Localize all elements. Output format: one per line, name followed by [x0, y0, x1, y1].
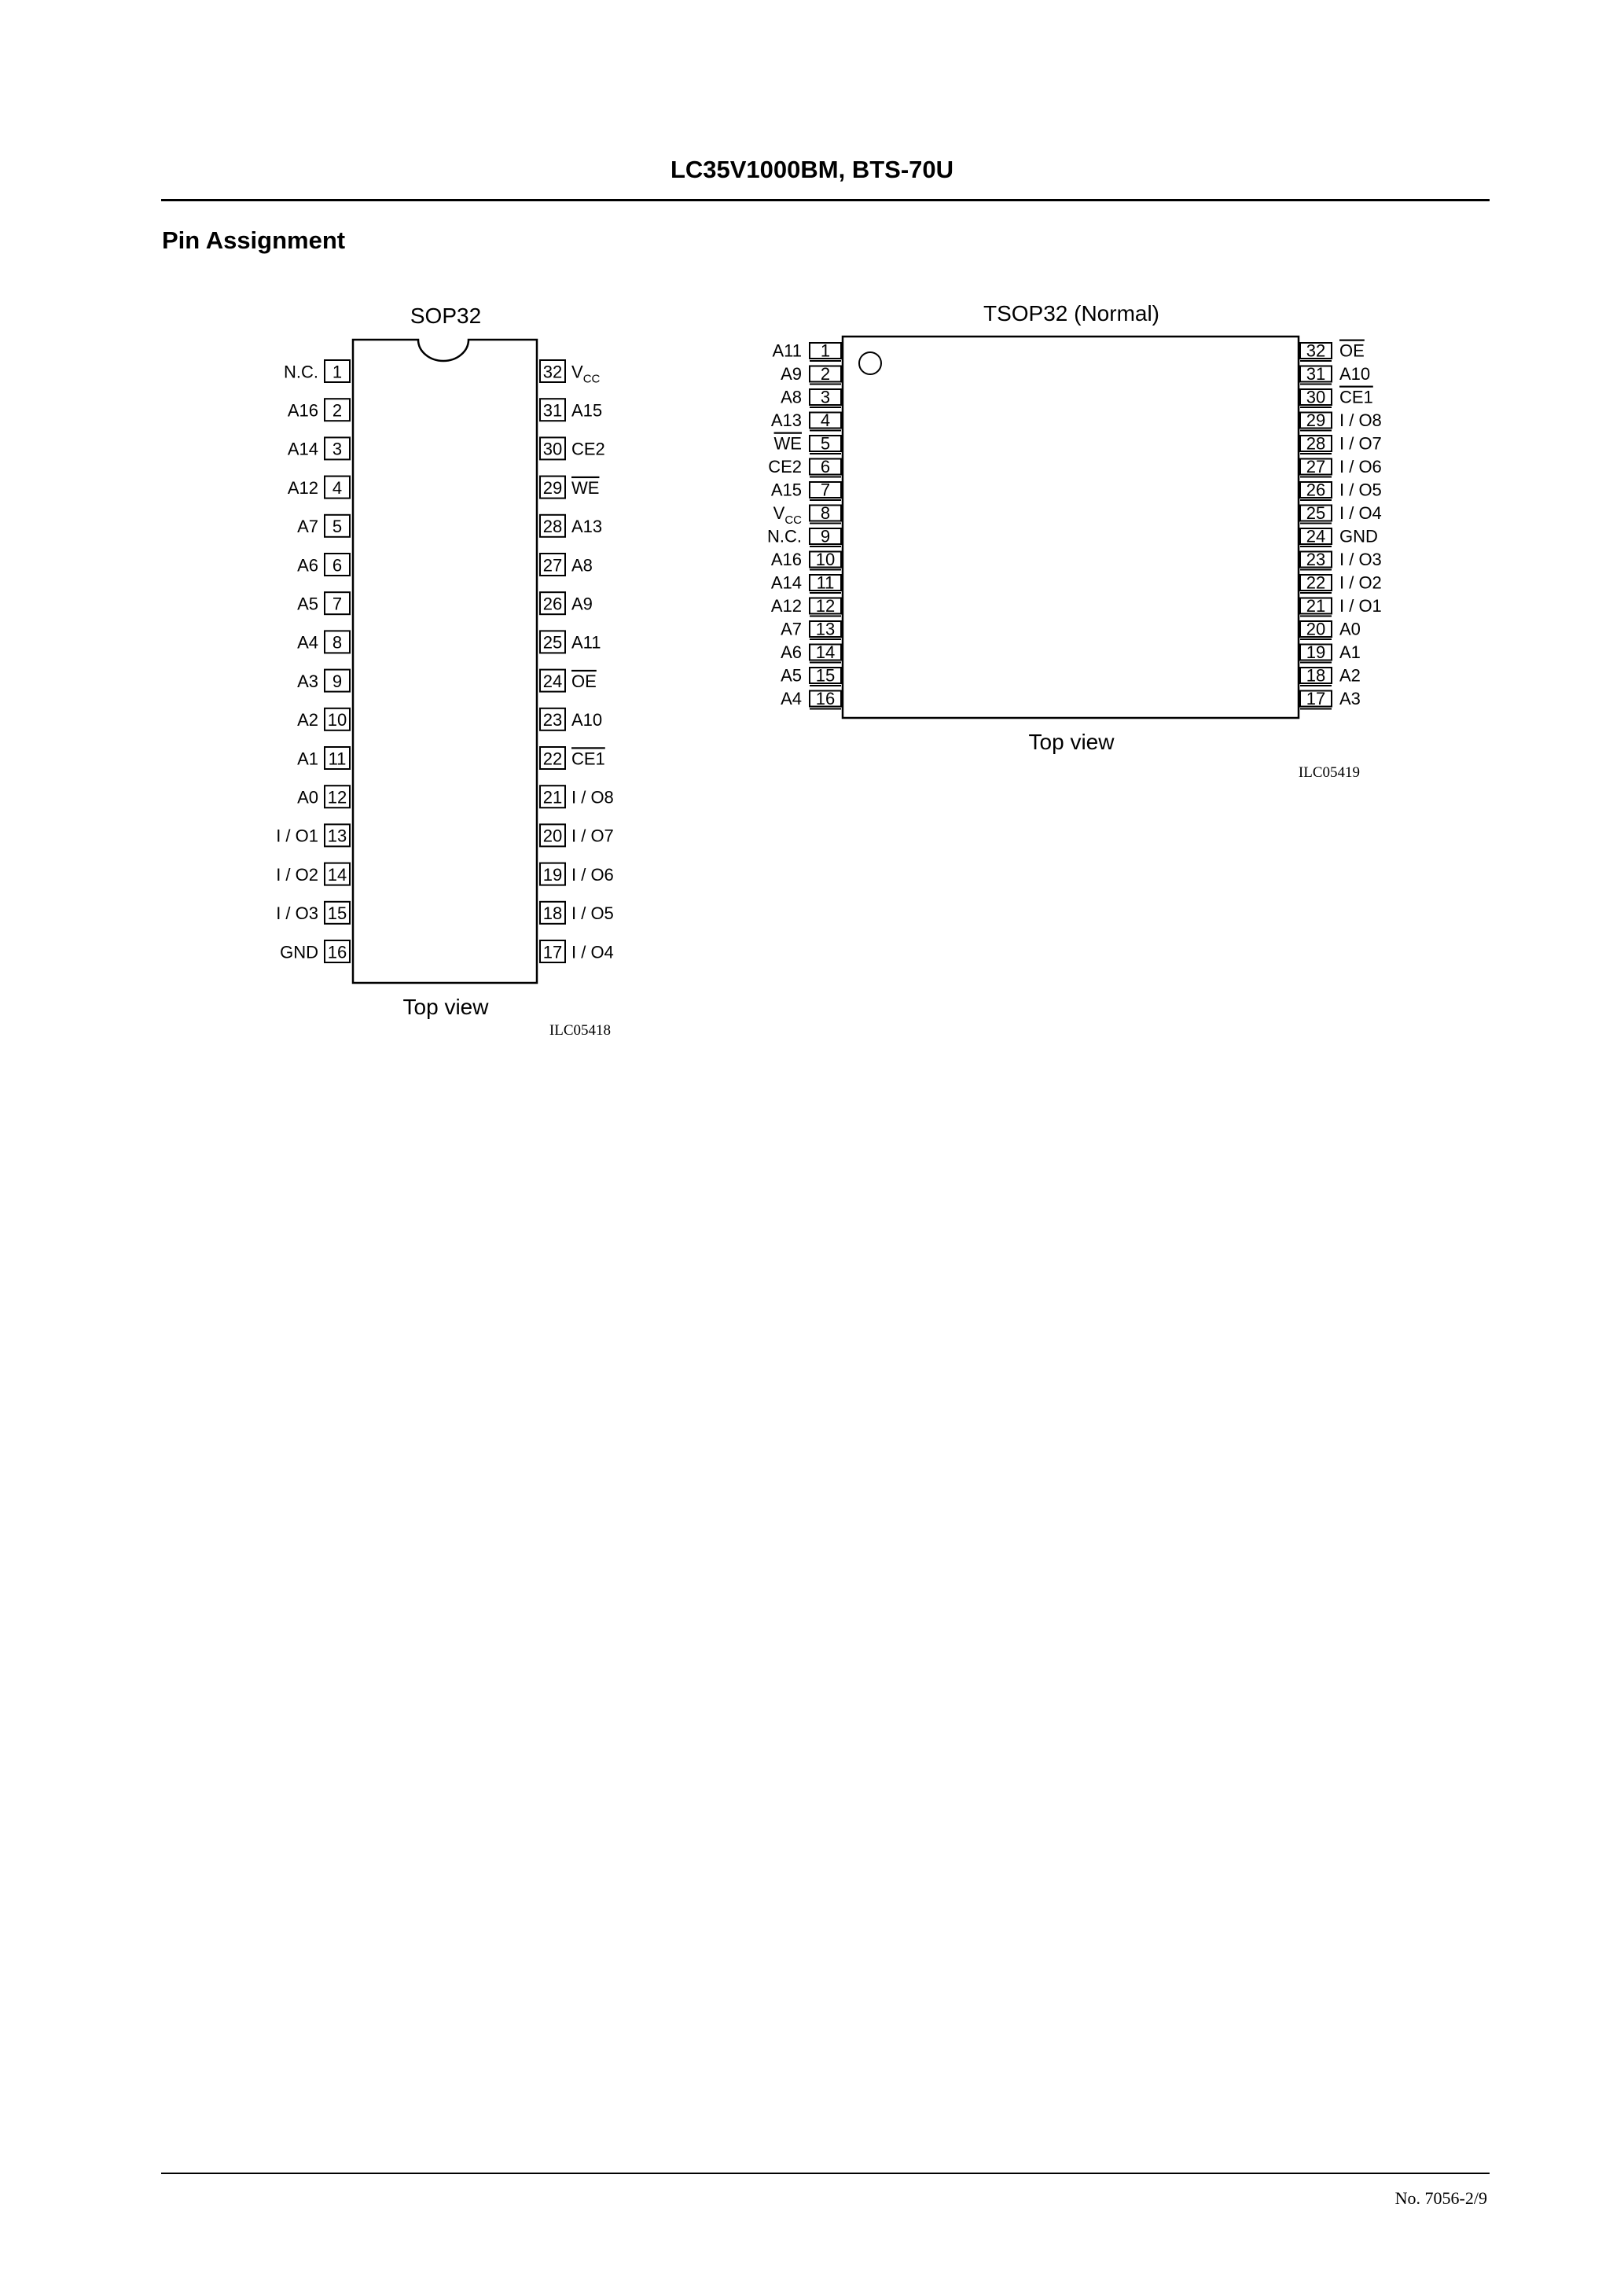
tsop32-pin-number-12: 12: [815, 596, 836, 616]
tsop32-pin-number-15: 15: [815, 665, 836, 686]
sop32-pin-number-31: 31: [542, 400, 563, 421]
tsop32-pin-number-23: 23: [1306, 550, 1326, 570]
tsop32-pin-label-17: A3: [1339, 689, 1361, 709]
footer-rule: [161, 2173, 1490, 2174]
sop32-pin-label-9: A3: [297, 671, 318, 691]
tsop32-title: TSOP32 (Normal): [983, 301, 1160, 326]
tsop32-pin-label-24: GND: [1339, 526, 1378, 546]
tsop32-pin-number-1: 1: [820, 340, 831, 361]
tsop32-pin-number-26: 26: [1306, 480, 1326, 500]
tsop32-pin-number-14: 14: [815, 642, 836, 663]
tsop32-pin-label-3: A8: [781, 387, 802, 407]
sop32-pin-label-32: $V_{CC}$: [571, 362, 601, 386]
tsop32-pin-number-30: 30: [1306, 387, 1326, 407]
tsop32-pin-label-20: A0: [1339, 619, 1361, 639]
sop32-pin-number-2: 2: [332, 400, 343, 421]
tsop32-pin-number-27: 27: [1306, 457, 1326, 477]
tsop32-pin-label-13: A7: [781, 619, 802, 639]
sop32-pin-label-12: A0: [297, 787, 318, 808]
tsop32-pin-label-16: A4: [781, 689, 802, 709]
document-title: LC35V1000BM, BTS-70U: [670, 156, 954, 183]
tsop32-pin-number-18: 18: [1306, 665, 1326, 686]
sop32-pin-label-21: I / O8: [571, 787, 614, 808]
sop32-pin-label-26: A9: [571, 594, 593, 614]
page-number: No. 7056-2/9: [1394, 2188, 1487, 2208]
tsop32-pin-number-8: 8: [820, 503, 831, 524]
tsop32-pin-number-19: 19: [1306, 642, 1326, 663]
sop32-pin-number-23: 23: [542, 710, 563, 730]
tsop32-pin-label-29: I / O8: [1339, 410, 1382, 431]
sop32-pin-number-9: 9: [332, 671, 343, 691]
sop32-figure-code: ILC05418: [549, 1022, 611, 1039]
tsop32-pin-label-6: CE2: [768, 457, 802, 477]
tsop32-pin-label-18: A2: [1339, 665, 1361, 686]
sop32-pin-number-12: 12: [327, 787, 347, 808]
tsop32-pin-number-29: 29: [1306, 410, 1326, 431]
sop32-pin-label-17: I / O4: [571, 942, 614, 962]
tsop32-pin-label-26: I / O5: [1339, 480, 1382, 500]
sop32-pin-label-1: N.C.: [284, 362, 318, 382]
sop32-title: SOP32: [410, 304, 482, 328]
tsop32-pin-label-7: A15: [770, 480, 802, 500]
sop32-pin-number-3: 3: [332, 439, 343, 459]
sop32-pin-number-17: 17: [542, 942, 563, 962]
tsop32-package-body: [843, 337, 1299, 718]
tsop32-pin-label-2: A9: [781, 364, 802, 385]
sop32-pin-number-22: 22: [542, 749, 563, 769]
sop32-pin-label-sub-32: CC: [582, 372, 601, 386]
sop32-view-label: Top view: [402, 995, 489, 1019]
sop32-pin-number-21: 21: [542, 787, 563, 808]
sop32-pin-label-7: A5: [297, 594, 318, 614]
sop32-pin-number-8: 8: [332, 632, 343, 653]
tsop32-pin-number-7: 7: [820, 480, 831, 500]
sop32-pin-number-13: 13: [327, 826, 347, 846]
tsop32-pin-label-30: CE1: [1339, 387, 1373, 407]
sop32-pin-number-24: 24: [542, 671, 563, 691]
sop32-pin-number-18: 18: [542, 903, 563, 924]
sop32-pin-label-13: I / O1: [276, 826, 318, 846]
tsop32-pin-number-28: 28: [1306, 433, 1326, 454]
sop32-pin-number-4: 4: [332, 477, 343, 498]
tsop32-figure-code: ILC05419: [1298, 764, 1360, 781]
sop32-pin-label-23: A10: [571, 710, 603, 730]
tsop32-pin-label-9: N.C.: [767, 526, 802, 546]
sop32-pin-number-7: 7: [332, 594, 343, 614]
tsop32-pin-label-23: I / O3: [1339, 550, 1382, 570]
tsop32-pin-label-11: A14: [770, 572, 802, 593]
sop32-pin-label-19: I / O6: [571, 864, 614, 885]
tsop32-pin-label-8: $V_{CC}$: [773, 503, 802, 528]
sop32-pin-label-11: A1: [297, 749, 318, 769]
tsop32-pin-label-4: A13: [770, 410, 802, 431]
sop32-pin-number-29: 29: [542, 477, 563, 498]
tsop32-pin-label-27: I / O6: [1339, 457, 1382, 477]
tsop32-pin-number-3: 3: [820, 387, 831, 407]
sop32-pin-number-20: 20: [542, 826, 563, 846]
sop32-figure: [276, 304, 614, 1039]
sop32-pin-number-14: 14: [327, 864, 347, 885]
sop32-pin-number-5: 5: [332, 517, 343, 537]
sop32-pin-label-31: A15: [571, 400, 603, 421]
sop32-pin-label-3: A14: [287, 439, 318, 459]
sop32-pin-label-5: A7: [297, 517, 318, 537]
sop32-pin-label-24: OE: [571, 671, 597, 691]
sop32-pin-label-20: I / O7: [571, 826, 614, 846]
tsop32-pin-number-22: 22: [1306, 572, 1326, 593]
tsop32-pin-number-10: 10: [815, 550, 836, 570]
tsop32-pin-label-10: A16: [770, 550, 802, 570]
sop32-pin-number-25: 25: [542, 632, 563, 653]
tsop32-pin-label-25: I / O4: [1339, 503, 1382, 524]
tsop32-pin-number-5: 5: [820, 433, 831, 454]
tsop32-pin-number-21: 21: [1306, 596, 1326, 616]
tsop32-pin-label-28: I / O7: [1339, 433, 1382, 454]
tsop32-pin-label-19: A1: [1339, 642, 1361, 663]
sop32-pin-number-6: 6: [332, 555, 343, 576]
tsop32-pin-label-1: A11: [772, 340, 802, 361]
tsop32-pin-number-16: 16: [815, 689, 836, 709]
sop32-pin-number-16: 16: [327, 942, 347, 962]
sop32-pin-number-28: 28: [542, 517, 563, 537]
sop32-pin-number-10: 10: [327, 710, 347, 730]
sop32-pin-number-15: 15: [327, 903, 347, 924]
tsop32-pin-number-13: 13: [815, 619, 836, 639]
sop32-package-body: [353, 340, 537, 983]
tsop32-pin-number-17: 17: [1306, 689, 1326, 709]
tsop32-pin-number-11: 11: [816, 572, 835, 593]
sop32-pin-label-2: A16: [287, 400, 318, 421]
sop32-pin-number-32: 32: [542, 362, 563, 382]
tsop32-figure: [767, 301, 1382, 781]
sop32-pin-label-28: A13: [571, 517, 603, 537]
tsop32-pin-label-15: A5: [781, 665, 802, 686]
tsop32-pin-label-12: A12: [770, 596, 802, 616]
tsop32-pin-label-sub-8: CC: [784, 513, 802, 528]
tsop32-view-label: Top view: [1028, 730, 1115, 754]
sop32-pin-label-14: I / O2: [276, 864, 318, 885]
sop32-pin-number-30: 30: [542, 439, 563, 459]
sop32-pin-label-8: A4: [297, 632, 318, 653]
tsop32-pin-label-21: I / O1: [1339, 596, 1382, 616]
sop32-pin-number-11: 11: [328, 749, 347, 769]
tsop32-pin-label-5: WE: [773, 433, 802, 454]
tsop32-pin-label-22: I / O2: [1339, 572, 1382, 593]
sop32-pin-label-18: I / O5: [571, 903, 614, 924]
sop32-pin-label-30: CE2: [571, 439, 605, 459]
sop32-pin-label-16: GND: [280, 942, 318, 962]
tsop32-pin-number-32: 32: [1306, 340, 1326, 361]
tsop32-pin-number-6: 6: [820, 457, 831, 477]
sop32-pin-label-25: A11: [571, 632, 601, 653]
tsop32-pin-label-14: A6: [781, 642, 802, 663]
tsop32-pin-number-9: 9: [820, 526, 831, 546]
tsop32-pin-number-31: 31: [1306, 364, 1326, 385]
tsop32-pin-number-2: 2: [820, 364, 831, 385]
sop32-pin-label-22: CE1: [571, 749, 605, 769]
sop32-pin-label-4: A12: [287, 477, 318, 498]
tsop32-pin-number-4: 4: [820, 410, 831, 431]
sop32-pin-number-19: 19: [542, 864, 563, 885]
tsop32-pin-label-32: OE: [1339, 340, 1365, 361]
tsop32-pin-label-31: A10: [1339, 364, 1371, 385]
sop32-pin-label-29: WE: [571, 477, 600, 498]
sop32-pin-number-27: 27: [542, 555, 563, 576]
sop32-pin-label-6: A6: [297, 555, 318, 576]
sop32-pin-number-26: 26: [542, 594, 563, 614]
pin1-index-mark: [859, 352, 881, 374]
sop32-pin-label-10: A2: [297, 710, 318, 730]
tsop32-pin-group: [767, 341, 1382, 709]
sop32-pin-group: [276, 360, 614, 962]
sop32-pin-label-15: I / O3: [276, 903, 318, 924]
tsop32-pin-number-25: 25: [1306, 503, 1326, 524]
sop32-pin-number-1: 1: [332, 362, 343, 382]
section-title: Pin Assignment: [162, 226, 346, 254]
sop32-pin-label-27: A8: [571, 555, 593, 576]
tsop32-pin-number-20: 20: [1306, 619, 1326, 639]
tsop32-pin-number-24: 24: [1306, 526, 1326, 546]
